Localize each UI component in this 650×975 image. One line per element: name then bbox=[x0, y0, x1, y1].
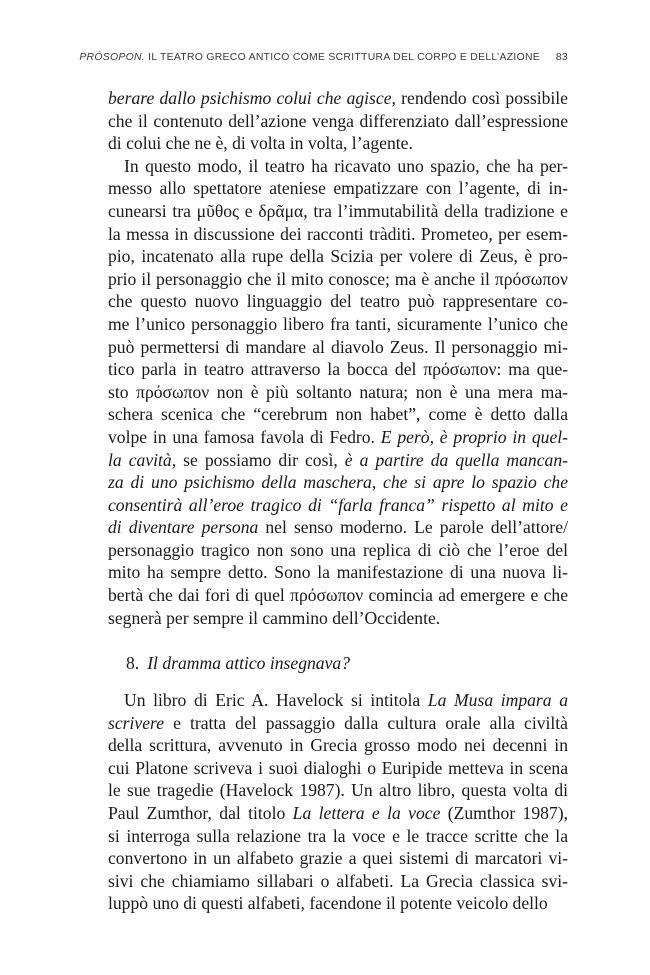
section-heading bbox=[126, 653, 350, 674]
text-segment: sto πρόσωπον non è più soltanto natura; non è una mera ma- bbox=[108, 381, 568, 402]
paragraph-1 bbox=[108, 87, 568, 155]
text-line bbox=[108, 87, 568, 110]
text-segment: scrivere bbox=[108, 712, 165, 733]
text-segment: prio il personaggio che il mito conosce; ma è anche il πρόσωπον bbox=[108, 268, 568, 289]
text-line bbox=[108, 426, 568, 449]
text-segment: personaggio tragico non sono una replica di ciò che l’eroe del bbox=[108, 539, 568, 560]
text-segment: tico parla in teatro attraverso la bocca del πρόσωπον: ma que- bbox=[108, 359, 568, 380]
text-segment: è a partire da quella mancan- bbox=[344, 449, 568, 470]
text-line bbox=[108, 516, 568, 539]
text-line bbox=[108, 892, 568, 915]
text-segment: cui Platone scriveva i suoi dialoghi o Euripide metteva in scena bbox=[108, 757, 568, 778]
text-line bbox=[108, 779, 568, 802]
text-segment: segnerà per sempre il cammino dell’Occidente. bbox=[108, 607, 441, 628]
text-line bbox=[108, 825, 568, 848]
page-number: 83 bbox=[555, 52, 568, 63]
text-segment: può permettersi di mandare al diavolo Zeus. Il personaggio mi- bbox=[108, 336, 568, 357]
text-line bbox=[108, 689, 568, 712]
text-segment: me l’unico personaggio libero fra tanti, sicuramente l’unico che bbox=[108, 313, 568, 334]
text-line bbox=[108, 268, 568, 291]
text-segment: che questo nuovo linguaggio del teatro può rappresentare co- bbox=[108, 291, 568, 312]
text-segment: di colui che ne è, di volta in volta, l’agente. bbox=[108, 133, 413, 154]
text-line bbox=[108, 381, 568, 404]
text-segment: La lettera e la voce bbox=[292, 802, 441, 823]
text-line bbox=[108, 539, 568, 562]
text-segment: si interroga sulla relazione tra la voce e le tracce scritte che la bbox=[108, 825, 568, 846]
text-segment: sivi che chiamiamo sillabari o alfabeti. La Grecia classica svi- bbox=[108, 870, 568, 891]
text-segment: rendendo così possibile bbox=[395, 88, 568, 108]
text-segment: della scrittura, avvenuto in Grecia grosso modo nei decenni in bbox=[108, 735, 568, 756]
text-segment: volpe in una famosa favola di Fedro. bbox=[108, 426, 381, 447]
text-line bbox=[108, 471, 568, 494]
text-segment: berare dallo psichismo colui che agisce, bbox=[108, 88, 396, 108]
text-segment: di diventare persona bbox=[108, 517, 259, 538]
text-line bbox=[108, 200, 568, 223]
text-segment: bertà che dai fori di quel πρόσωπον comincia ad emergere e che bbox=[108, 585, 568, 606]
text-segment: pio, incatenato alla rupe della Scizia per volere di Zeus, è pro- bbox=[108, 246, 568, 267]
text-line bbox=[108, 336, 568, 359]
text-segment: messo allo spettatore ateniese empatizzare con l’agente, di in- bbox=[108, 178, 568, 199]
text-line bbox=[108, 757, 568, 780]
text-line bbox=[108, 494, 568, 517]
text-line bbox=[108, 245, 568, 268]
text-line bbox=[108, 561, 568, 584]
text-line bbox=[108, 110, 568, 133]
text-segment: E però, è proprio in quel- bbox=[380, 426, 569, 447]
text-segment: la messa in discussione dei racconti tràditi. Prometeo, per esem- bbox=[108, 223, 568, 244]
running-head-title-rest: IL TEATRO GRECO ANTICO COME SCRITTURA DEL CORPO E DELL’AZIONE bbox=[144, 52, 540, 63]
text-line bbox=[108, 847, 568, 870]
text-segment: za di uno psichismo della maschera, che si apre lo spazio che bbox=[108, 472, 568, 493]
text-line bbox=[108, 155, 568, 178]
text-segment: e tratta del passaggio dalla cultura orale alla civiltà bbox=[164, 712, 568, 733]
text-line bbox=[108, 712, 568, 735]
text-segment: cunearsi tra μῦθος e δρᾶμα, tra l’immutabilità della tradizione e bbox=[108, 200, 568, 221]
text-segment: (Zumthor 1987), bbox=[440, 802, 569, 823]
text-segment: se possiamo dir così, bbox=[176, 449, 345, 470]
text-line bbox=[108, 132, 568, 155]
section-title: Il dramma attico insegnava? bbox=[147, 653, 350, 673]
text-segment: convertono in un alfabeto grazie a quei sistemi di marcatori vi- bbox=[108, 848, 568, 869]
text-line bbox=[108, 223, 568, 246]
paragraph-2 bbox=[108, 155, 568, 629]
text-line bbox=[108, 290, 568, 313]
text-segment: In questo modo, il teatro ha ricavato uno spazio, che ha per- bbox=[124, 155, 568, 176]
text-segment: le sue tragedie (Havelock 1987). Un altro libro, questa volta di bbox=[108, 780, 568, 801]
text-segment: nel senso moderno. Le parole dell’attore/ bbox=[258, 517, 568, 538]
text-segment: che il contenuto dell’azione venga differenziato dall’espressione bbox=[108, 110, 568, 131]
running-head-title-italic: PRÓSOPON. bbox=[79, 52, 145, 63]
text-segment: La Musa impara a bbox=[427, 690, 568, 710]
text-segment: schera scenica che “cerebrum non habet”, come è detto dalla bbox=[108, 404, 568, 425]
text-segment: luppò uno di questi alfabeti, facendone il potente veicolo dello bbox=[108, 893, 548, 914]
text-line bbox=[108, 607, 568, 630]
text-line bbox=[108, 313, 568, 336]
text-line bbox=[108, 584, 568, 607]
text-line bbox=[108, 734, 568, 757]
text-segment: la cavità, bbox=[108, 449, 177, 470]
body-text-upper bbox=[108, 87, 568, 629]
text-line bbox=[108, 358, 568, 381]
text-segment: consentirà all’eroe tragico di “farla franca” rispetto al mito e bbox=[108, 494, 568, 515]
body-text-lower bbox=[108, 689, 568, 915]
paragraph-3 bbox=[108, 689, 568, 915]
text-line bbox=[108, 403, 568, 426]
text-line bbox=[108, 802, 568, 825]
section-number: 8. bbox=[126, 653, 140, 673]
text-segment: Un libro di Eric A. Havelock si intitola bbox=[124, 690, 428, 710]
text-line bbox=[108, 177, 568, 200]
text-line bbox=[108, 449, 568, 472]
running-head-title bbox=[79, 52, 540, 63]
text-segment: Paul Zumthor, dal titolo bbox=[108, 802, 293, 823]
text-line bbox=[108, 870, 568, 893]
text-segment: mito ha sempre detto. Sono la manifestazione di una nuova li- bbox=[108, 562, 568, 583]
